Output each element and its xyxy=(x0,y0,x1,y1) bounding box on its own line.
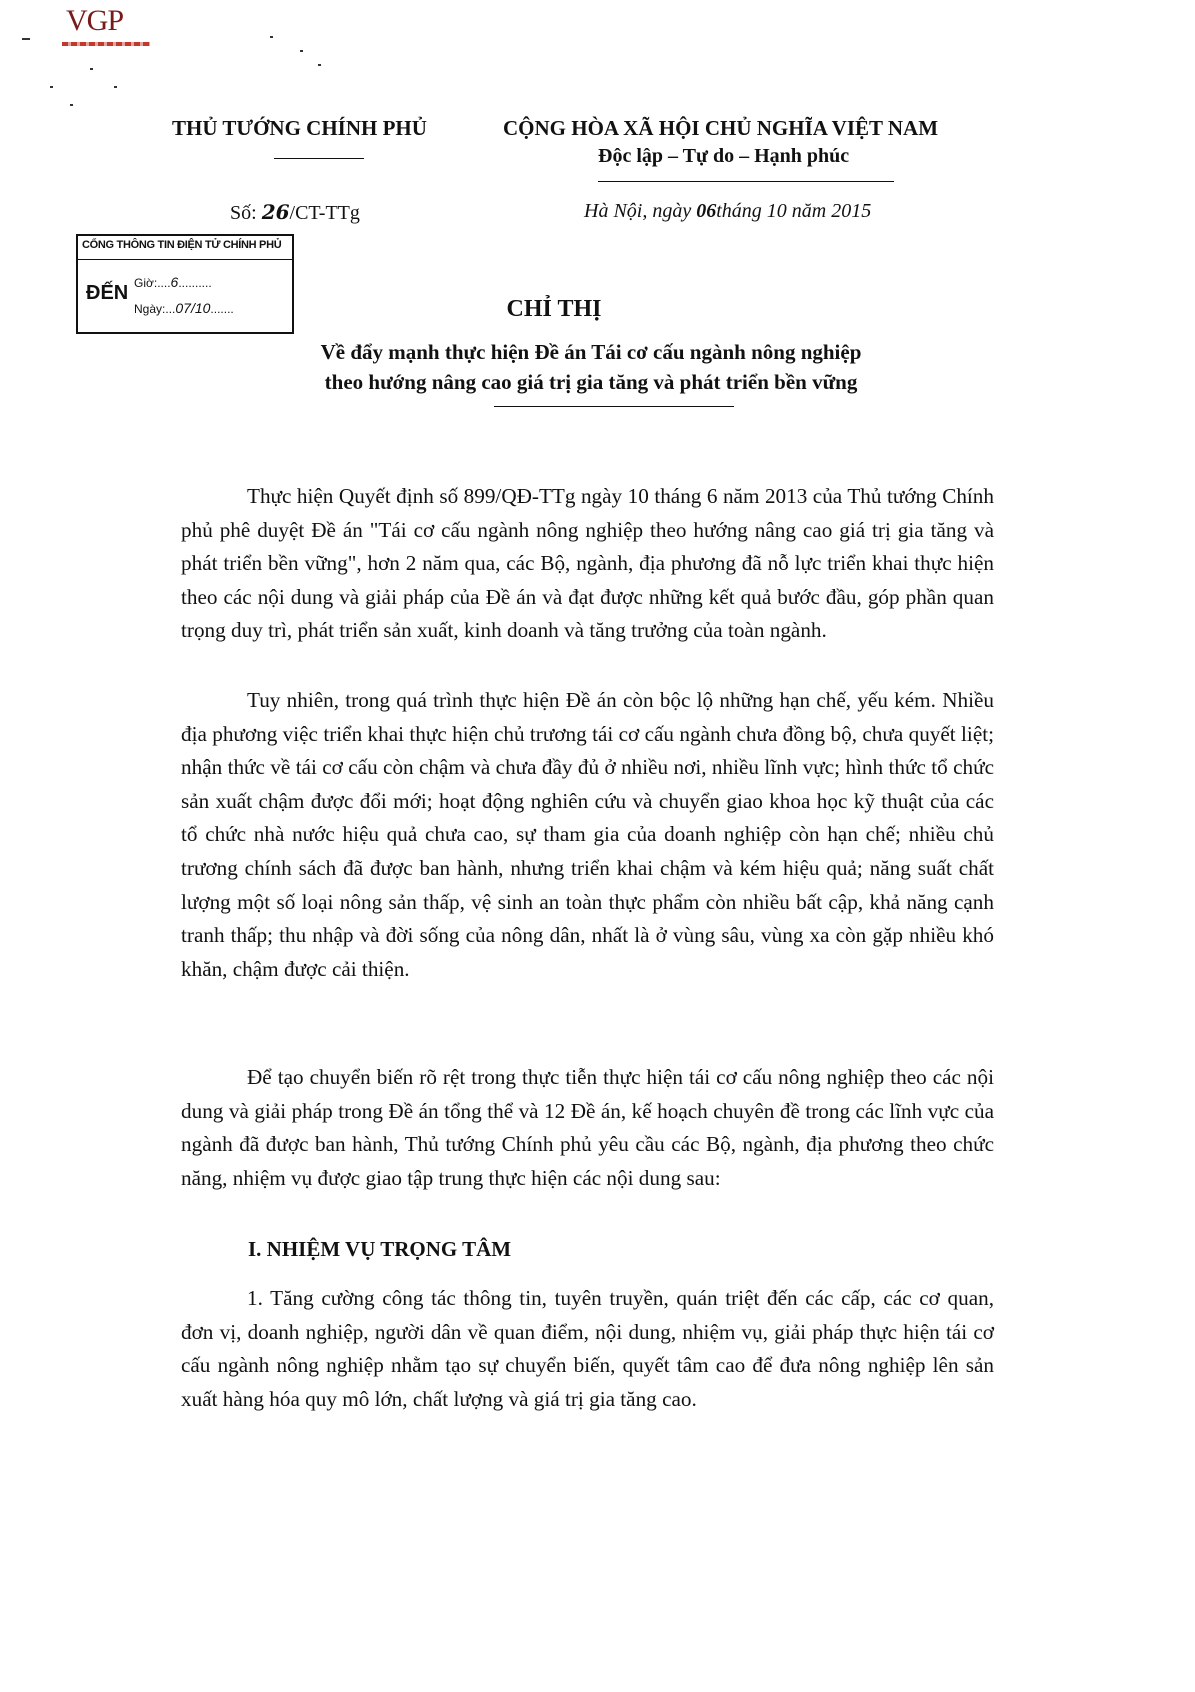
document-title: CHỈ THỊ xyxy=(506,296,602,322)
paragraph-1: Thực hiện Quyết định số 899/QĐ-TTg ngày 10 tháng 6 năm 2013 của Thủ tướng Chính phủ phê duyệt Đề án "Tái cơ cấu ngành nông nghiệp theo hướng nâng cao giá trị gia tăng và phát triển bền vững", hơn 2 năm qua, các Bộ, ngành, địa phương đã nỗ lực triển khai thực hiện theo các nội dung và giải pháp của Đề án và đạt được những kết quả bước đầu, góp phần quan trọng duy trì, phát triển sản xuất, kinh doanh và tăng trưởng của toàn ngành. xyxy=(181,484,994,643)
stamp-divider xyxy=(78,259,292,260)
stamp-date: Ngày:...07/10....... xyxy=(134,300,234,316)
subtitle-line-1: Về đẩy mạnh thực hiện Đề án Tái cơ cấu ngành nông nghiệp xyxy=(320,340,862,364)
issuer-title: THỦ TƯỚNG CHÍNH PHỦ xyxy=(172,116,427,140)
scan-speck xyxy=(270,36,273,38)
logo-stripe xyxy=(62,42,150,46)
subtitle-line-2: theo hướng nâng cao giá trị gia tăng và phát triển bền vững xyxy=(324,370,858,394)
document-number: Số: 26/CT-TTg xyxy=(230,200,360,224)
issuer-rule xyxy=(274,158,364,159)
scan-speck xyxy=(300,50,303,52)
national-motto: Độc lập – Tự do – Hạnh phúc xyxy=(598,145,850,167)
scan-speck xyxy=(50,86,53,88)
section-heading: I. NHIỆM VỤ TRỌNG TÂM xyxy=(248,1237,512,1261)
scan-speck xyxy=(318,64,321,66)
paragraph-2: Tuy nhiên, trong quá trình thực hiện Đề án còn bộc lộ những hạn chế, yếu kém. Nhiều địa phương việc triển khai thực hiện chủ trương tái cơ cấu ngành chưa đồng bộ, chưa quyết liệt; nhận thức về tái cơ cấu còn chậm và chưa đầy đủ ở nhiều nơi, nhiều lĩnh vực; hình thức tổ chức sản xuất chậm được đổi mới; hoạt động nghiên cứu và chuyển giao khoa học kỹ thuật của các tổ chức nhà nước hiệu quả chưa cao, sự tham gia của doanh nghiệp còn hạn chế; nhiều chủ trương chính sách đã được ban hành, nhưng triển khai chậm và kém hiệu quả; năng suất chất lượng một số loại nông sản thấp, vệ sinh an toàn thực phẩm còn nhiều bất cập, khả năng cạnh tranh thấp; thu nhập và đời sống của nông dân, nhất là ở vùng sâu, vùng xa còn gặp nhiều khó khăn, chậm được cải thiện. xyxy=(181,688,994,981)
title-rule xyxy=(494,406,734,407)
item-1: 1. Tăng cường công tác thông tin, tuyên truyền, quán triệt đến các cấp, các cơ quan, đơn vị, doanh nghiệp, người dân về quan điểm, nội dung, nhiệm vụ, giải pháp thực hiện tái cơ cấu ngành nông nghiệp nhằm tạo sự chuyển biến, quyết tâm cao để đưa nông nghiệp lên sản xuất hàng hóa quy mô lớn, chất lượng và giá trị gia tăng cao. xyxy=(181,1286,994,1411)
motto-rule xyxy=(598,181,894,182)
stamp-time: Giờ:....6.......... xyxy=(134,274,212,290)
stamp-date-value: 07/10 xyxy=(175,300,211,316)
stamp-den: ĐẾN xyxy=(86,282,129,304)
logo-text: VGP xyxy=(66,4,124,37)
stamp-heading: CỔNG THÔNG TIN ĐIỆN TỬ CHÍNH PHỦ xyxy=(82,239,282,251)
vgp-logo xyxy=(62,6,152,46)
scan-speck xyxy=(70,104,73,106)
paragraph-3: Để tạo chuyển biến rõ rệt trong thực tiễn thực hiện tái cơ cấu nông nghiệp theo các nội dung và giải pháp trong Đề án tổng thể và 12 Đề án, kế hoạch chuyên đề trong các lĩnh vực của ngành đã được ban hành, Thủ tướng Chính phủ yêu cầu các Bộ, ngành, địa phương theo chức năng, nhiệm vụ được giao tập trung thực hiện các nội dung sau: xyxy=(181,1065,994,1190)
scan-speck xyxy=(22,38,30,40)
handwritten-day: 06 xyxy=(696,200,717,222)
issue-date: Hà Nội, ngày 06tháng 10 năm 2015 xyxy=(584,200,872,222)
scan-speck xyxy=(114,86,117,88)
handwritten-number: 26 xyxy=(261,200,290,224)
nation-title: CỘNG HÒA XÃ HỘI CHỦ NGHĨA VIỆT NAM xyxy=(503,116,939,140)
scan-speck xyxy=(90,68,93,70)
stamp-time-value: 6 xyxy=(170,274,179,290)
